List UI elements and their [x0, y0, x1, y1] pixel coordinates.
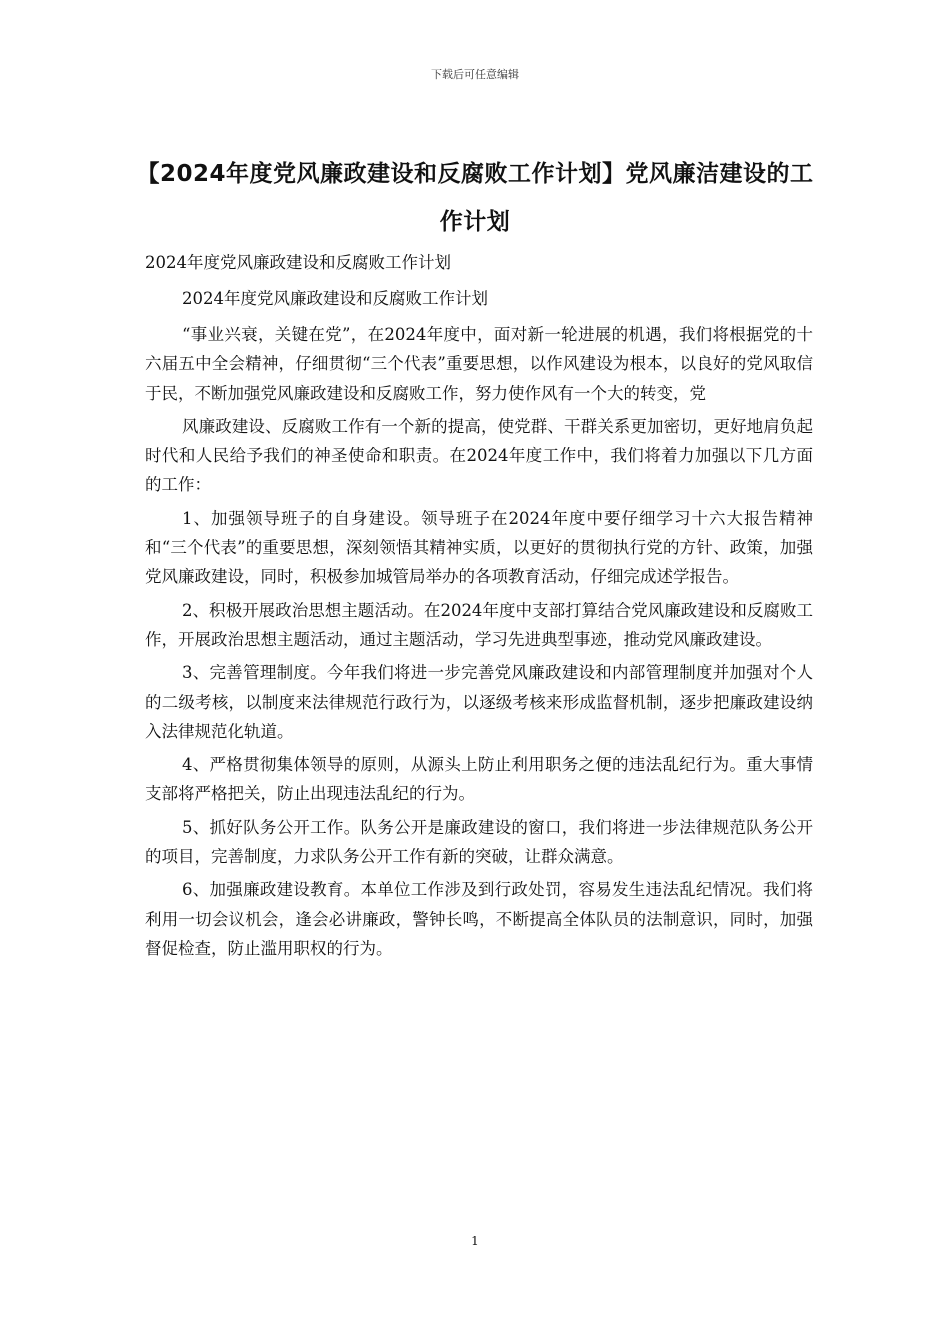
paragraph: 风廉政建设、反腐败工作有一个新的提高，使党群、干群关系更加密切，更好地肩负起时代和人民给予我们的神圣使命和职责。在2024年度工作中，我们将着力加强以下几方面的工作：	[145, 416, 813, 495]
paragraph: 3、完善管理制度。今年我们将进一步完善党风廉政建设和内部管理制度并加强对个人的二级考核，以制度来法律规范行政行为，以逐级考核来形成监督机制，逐步把廉政建设纳入法律规范化轨道。	[145, 663, 813, 741]
subtitle-line-indented: 2024年度党风廉政建设和反腐败工作计划	[182, 289, 488, 308]
paragraph: 4、严格贯彻集体领导的原则，从源头上防止利用职务之便的违法乱纪行为。重大事情支部将严格把关，防止出现违法乱纪的行为。	[145, 755, 813, 804]
document-body	[145, 248, 813, 967]
header-note: 下载后可任意编辑	[431, 68, 519, 81]
subtitle-line: 2024年度党风廉政建设和反腐败工作计划	[145, 253, 451, 272]
paragraph: 6、加强廉政建设教育。本单位工作涉及到行政处罚，容易发生违法乱纪情况。我们将利用一切会议机会，逢会必讲廉政，警钟长鸣，不断提高全体队员的法制意识，同时，加强督促检查，防止滥用职权的行为。	[145, 880, 813, 958]
paragraph: “事业兴衰，关键在党”，在2024年度中，面对新一轮进展的机遇，我们将根据党的十六届五中全会精神，仔细贯彻“三个代表”重要思想，以作风建设为根本，以良好的党风取信于民，不断加强党风廉政建设和反腐败工作，努力使作风有一个大的转变，党	[145, 325, 813, 403]
document-title: 【2024年度党风廉政建设和反腐败工作计划】党风廉洁建设的工作计划	[136, 161, 814, 235]
paragraph: 5、抓好队务公开工作。队务公开是廉政建设的窗口，我们将进一步法律规范队务公开的项目，完善制度，力求队务公开工作有新的突破，让群众满意。	[145, 817, 813, 867]
paragraph: 2、积极开展政治思想主题活动。在2024年度中支部打算结合党风廉政建设和反腐败工作，开展政治思想主题活动，通过主题活动，学习先进典型事迹，推动党风廉政建设。	[145, 600, 813, 649]
page-number: 1	[471, 1234, 479, 1248]
paragraph: 1、加强领导班子的自身建设。领导班子在2024年度中要仔细学习十六大报告精神和“三个代表”的重要思想，深刻领悟其精神实质，以更好的贯彻执行党的方针、政策，加强党风廉政建设，同时，积极参加城管局举办的各项教育活动，仔细完成述学报告。	[145, 508, 813, 587]
